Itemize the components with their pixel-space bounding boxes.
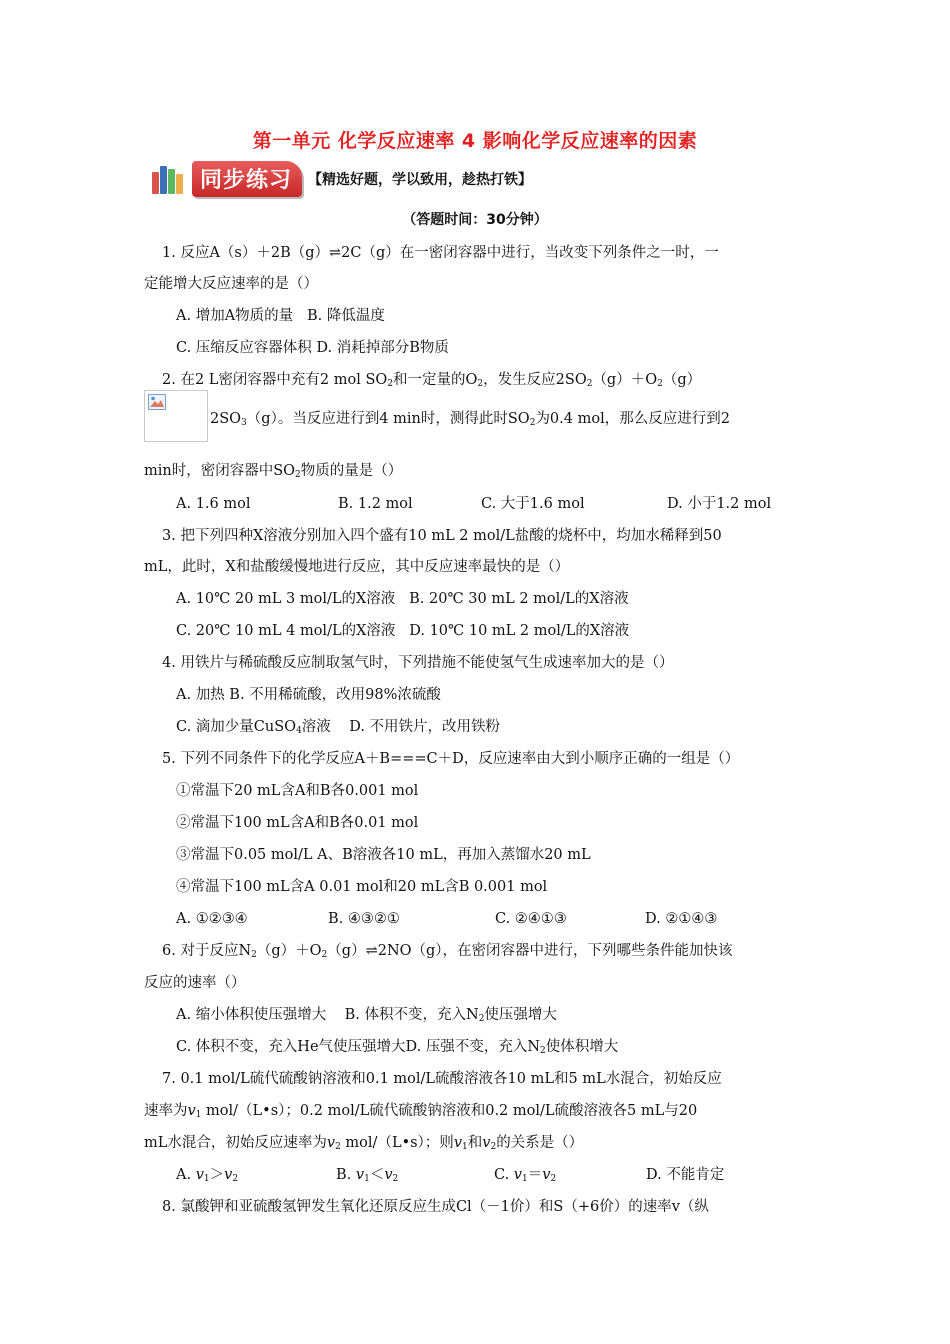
q7-options: A. $v_1>v_2$ B. $v_1<v_2$ C. $v_1=v_2$ D. 不能肯定	[176, 1167, 725, 1184]
q5-item-1: ①常温下20 mL含A和B各0.001 mol	[176, 783, 419, 799]
broken-image-icon	[144, 390, 208, 442]
q1-line-2: 定能增大反应速率的是（）	[144, 276, 318, 292]
time-note: （答题时间：30分钟）	[402, 212, 548, 228]
q5-item-2: ②常温下100 mL含A和B各0.01 mol	[176, 815, 419, 831]
q1-options-2: C. 压缩反应容器体积 D. 消耗掉部分B物质	[176, 340, 449, 356]
q5-item-3: ③常温下0.05 mol/L A、B溶液各10 mL，再加入蒸馏水20 mL	[176, 847, 591, 863]
q2-line-3: min时，密闭容器中$SO_2$物质的量是（）	[144, 463, 403, 480]
page-title: 第一单元 化学反应速率 4 影响化学反应速率的因素	[252, 130, 698, 152]
q3-line-2: mL，此时，X和盐酸缓慢地进行反应，其中反应速率最快的是（）	[144, 559, 570, 575]
q3-line-1: 3. 把下列四种X溶液分别加入四个盛有10 mL 2 mol/L盐酸的烧杯中，均加水稀释到50	[162, 528, 722, 544]
q7-line-3: mL水混合，初始反应速率为$v_2$ mol/（L•s）；则$v_1$和$v_2$的关系是（）	[144, 1135, 584, 1152]
q1-line-1: 1. 反应A（s）＋2B（g）⇌2C（g）在一密闭容器中进行，当改变下列条件之一时，一	[162, 245, 719, 261]
q7-line-1: 7. 0.1 mol/L硫代硫酸钠溶液和0.1 mol/L硫酸溶液各10 mL和5 mL水混合，初始反应	[162, 1071, 722, 1087]
q7-line-2: 速率为$v_1$ mol/（L•s）；0.2 mol/L硫代硫酸钠溶液和0.2 mol/L硫酸溶液各5 mL与20	[144, 1103, 698, 1120]
q6-options-2: C. 体积不变，充入He气使压强增大D. 压强不变，充入$N_2$使体积增大	[176, 1039, 619, 1056]
q2-options: A. 1.6 mol B. 1.2 mol C. 大于1.6 mol D. 小于1.2 mol	[176, 496, 772, 512]
tagline: 【精选好题，学以致用，趁热打铁】	[308, 172, 533, 188]
q5-options: A. ①②③④ B. ④③②① C. ②④①③ D. ②①④③	[176, 911, 718, 927]
q2-line-1: 2. 在2 L密闭容器中充有2 mol $SO_2$和一定量的$O_2$，发生反应$2SO_2(g)+O_2(g)$	[162, 372, 702, 389]
q1-options-1: A. 增加A物质的量 B. 降低温度	[176, 308, 385, 324]
practice-badge: 同步练习	[192, 161, 302, 197]
q3-options-1: A. 10℃ 20 mL 3 mol/L的X溶液 B. 20℃ 30 mL 2 mol/L的X溶液	[176, 591, 629, 607]
q8-line-1: 8. 氯酸钾和亚硫酸氢钾发生氧化还原反应生成Cl（－1价）和S（+6价）的速率v（纵	[162, 1199, 709, 1215]
q6-line-2: 反应的速率（）	[144, 975, 246, 991]
books-icon	[152, 164, 188, 194]
q5-line-1: 5. 下列不同条件下的化学反应A＋B===C＋D，反应速率由大到小顺序正确的一组是（）	[162, 751, 740, 767]
q6-line-1: 6. 对于反应$N_2(g)+O_2(g)\rightleftharpoons 2NO(g)$，在密闭容器中进行，下列哪些条件能加快该	[162, 943, 733, 960]
q4-options-2: C. 滴加少量CuSO$_4$溶液 D. 不用铁片，改用铁粉	[176, 719, 501, 736]
q6-options-1: A. 缩小体积使压强增大 B. 体积不变，充入$N_2$使压强增大	[176, 1007, 557, 1024]
q3-options-2: C. 20℃ 10 mL 4 mol/L的X溶液 D. 10℃ 10 mL 2 mol/L的X溶液	[176, 623, 630, 639]
section-banner	[152, 162, 532, 196]
q4-line-1: 4. 用铁片与稀硫酸反应制取氢气时，下列措施不能使氢气生成速率加大的是（）	[162, 655, 674, 671]
q2-line-2: $2SO_3(g)$。当反应进行到4 min时，测得此时$SO_2$为0.4 mol，那么反应进行到2	[210, 411, 730, 428]
q5-item-4: ④常温下100 mL含A 0.01 mol和20 mL含B 0.001 mol	[176, 879, 548, 895]
q4-options-1: A. 加热 B. 不用稀硫酸，改用98%浓硫酸	[176, 687, 441, 703]
